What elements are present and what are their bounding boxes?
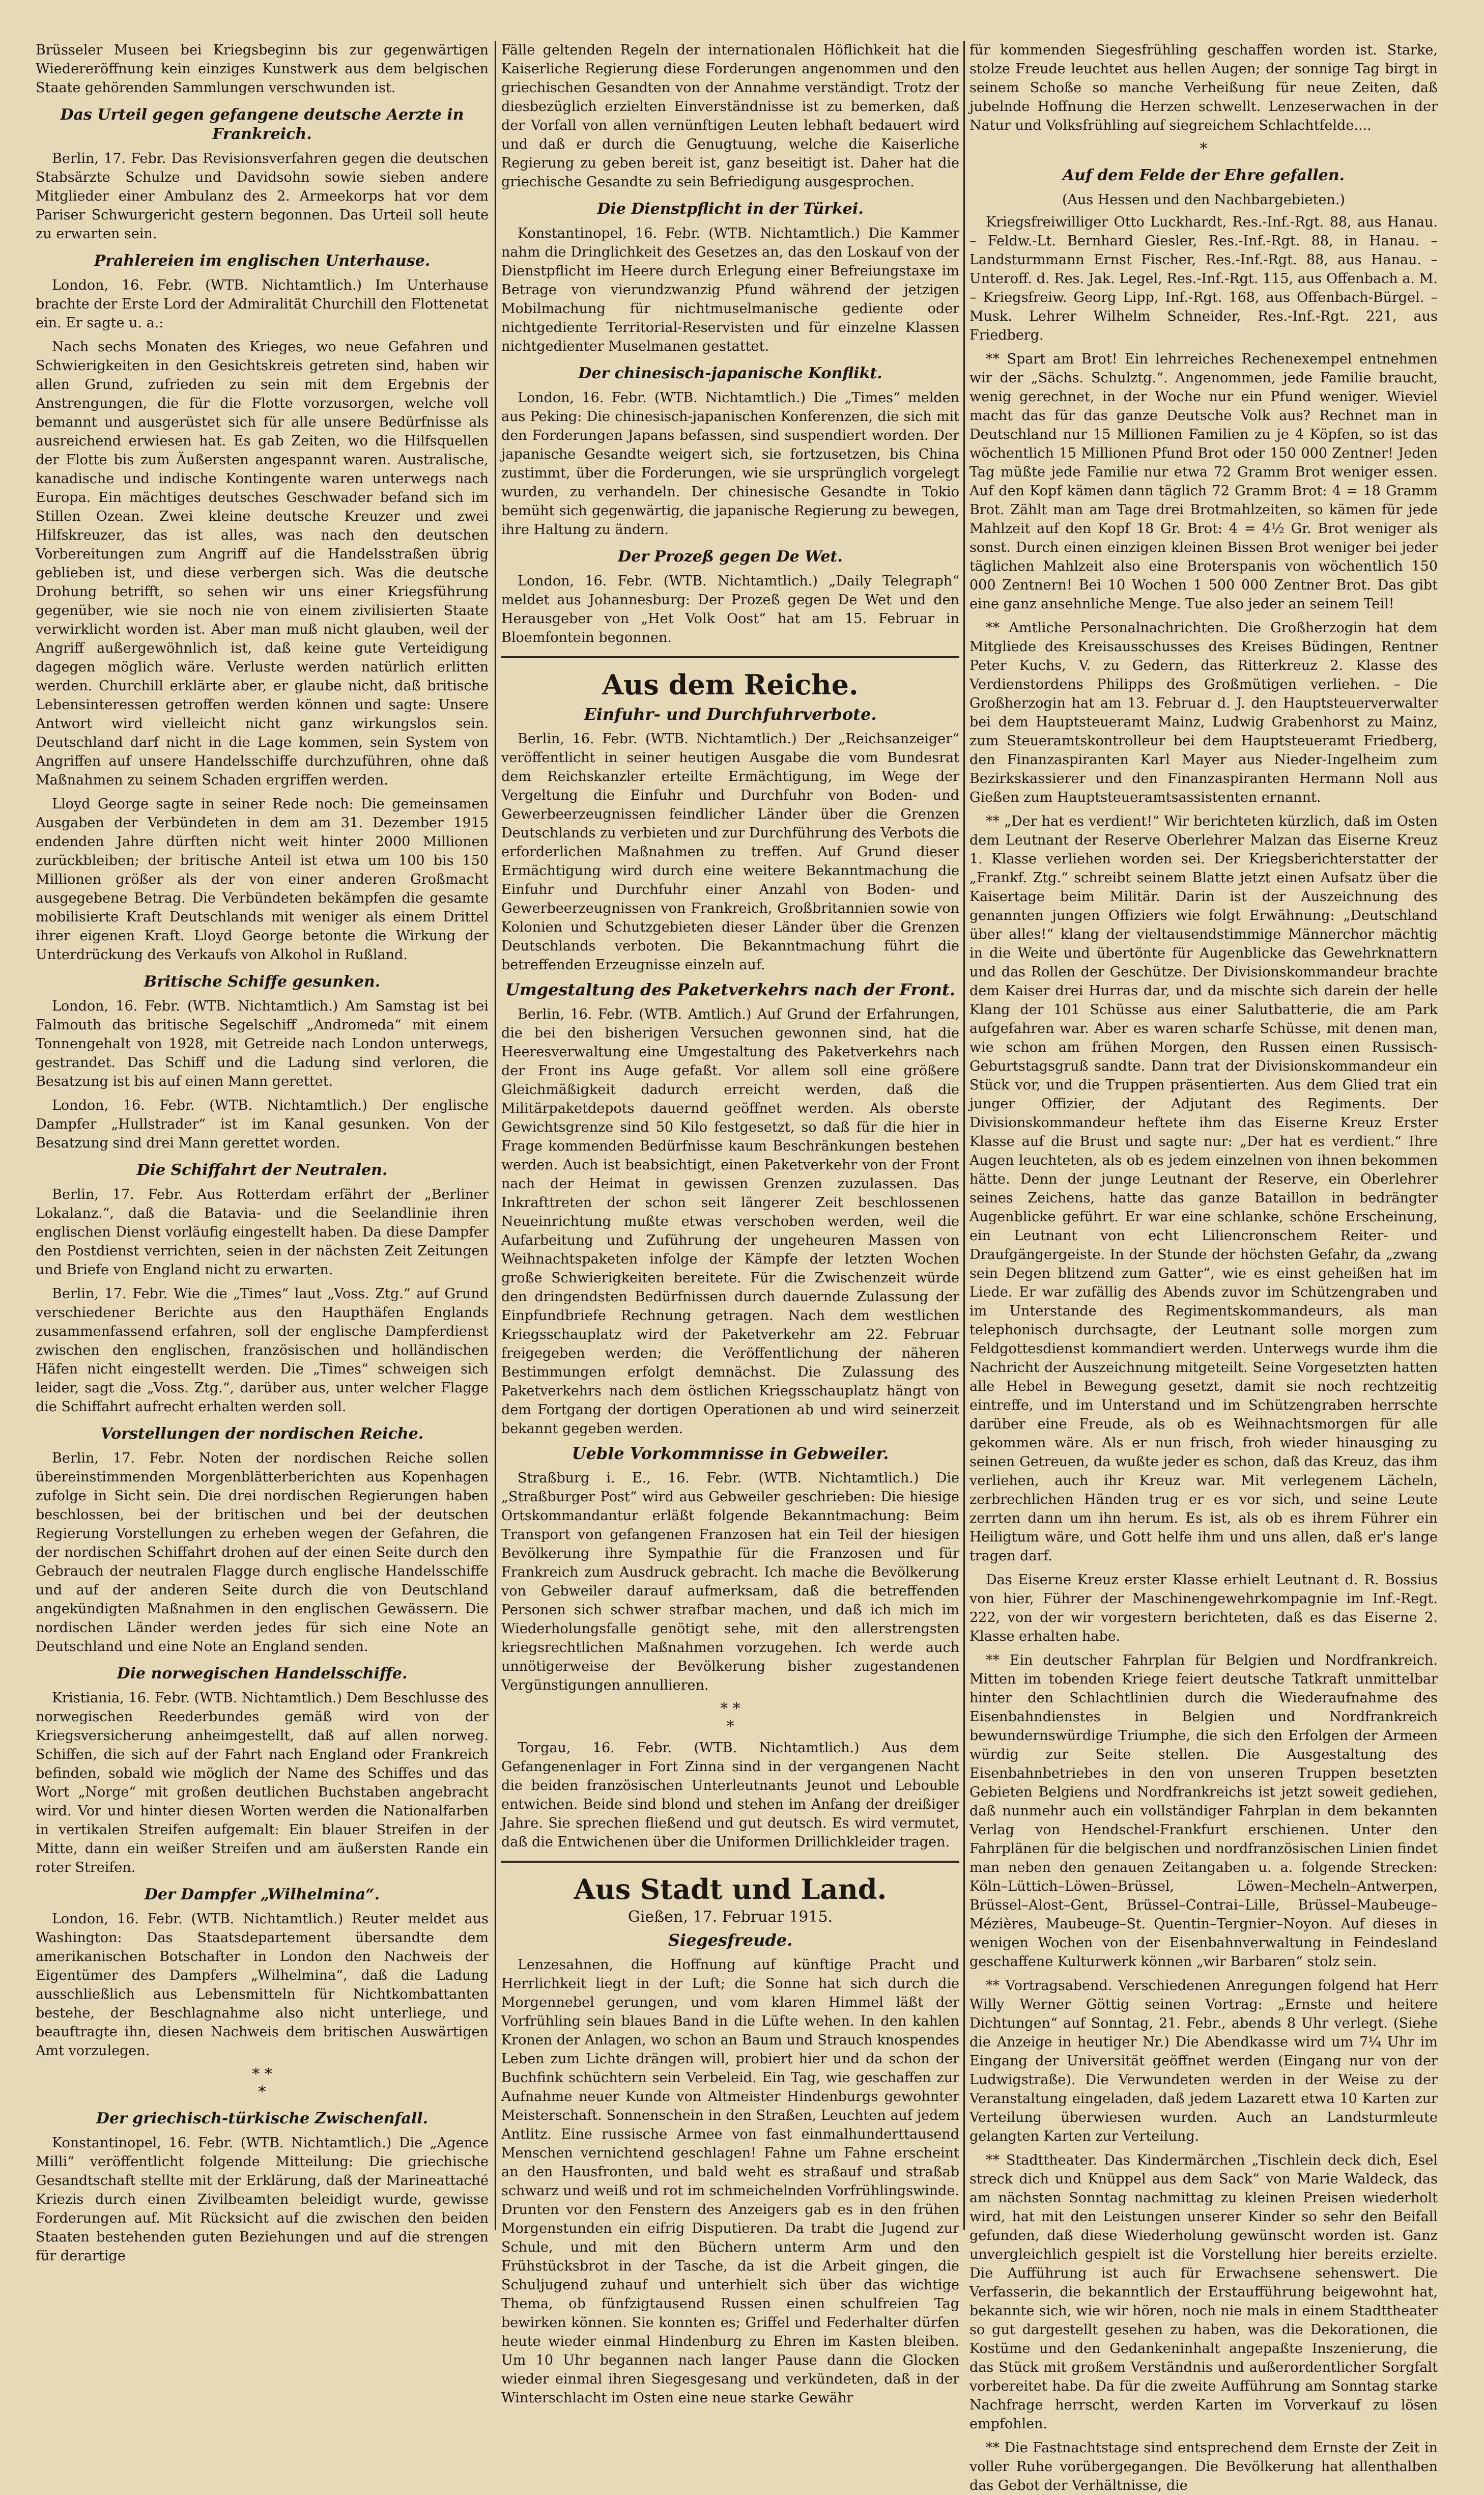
section-stars: * * * <box>252 2065 272 2101</box>
article-text: Kristiania, 16. Febr. (WTB. Nichtamtlich.) Dem Beschlusse des norwegischen Reederbundes gemäß wird von der Kriegsversicherung anheimgestellt, daß auf allen norweg. Schiffen, die sich auf der Fahrt nach England oder Frankreich befinden, sobald wie möglich der Name des Schiffes und das Wort „Norge“ mit großen deutlichen Buchstaben angebracht wird. Vor und hinter diesen Worten werden die Nationalfarben in vertikalen Streifen aufgemalt: Ein blauer Streifen in der Mitte, dann ein weißer Streifen und am äußersten Rande ein roter Streifen. <box>36 1690 489 1875</box>
headline-prahlereien: Prahlereien im englischen Unterhause. <box>94 252 431 270</box>
headline-paketverkehr: Umgestaltung des Paketverkehrs nach der Front. <box>505 980 955 999</box>
headline-ehre: Auf dem Felde der Ehre gefallen. <box>1062 166 1345 184</box>
article-text: Konstantinopel, 16. Febr. (WTB. Nichtamtlich.) Die „Agence Milli“ veröffentlicht folgende Mitteilung: Die griechische Gesandtschaft stellte mit der Erklärung, daß der Marineattaché Kriezis durch einen Zivilbeamten beleidigt wurde, gewisse Forderungen auf. Mit Rücksicht auf die zwischen den beiden Staaten bestehenden guten Beziehungen und auf die strengen für derartige <box>36 2135 489 2264</box>
section-title-stadt-land: Aus Stadt und Land. <box>574 1873 887 1905</box>
article-text: Das Eiserne Kreuz erster Klasse erhielt Leutnant d. R. Bossius von hier, Führer der Maschinengewehrkompagnie im Inf.-Regt. 222, von der wir vorgestern berichteten, daß es das Eiserne 2. Klasse erhalten habe. <box>969 1572 1438 1644</box>
article-text: Kriegsfreiwilliger Otto Luckhardt, Res.-Inf.-Rgt. 88, aus Hanau. – Feldw.-Lt. Bernhard Giesler, Res.-Inf.-Rgt. 88, in Hanau. – Landsturmmann Ernst Fischer, Res.-Inf.-Rgt. 88, aus Hanau. – Unteroff. d. Res. Jak. Legel, Res.-Inf.-Rgt. 115, aus Offenbach a. M. – Kriegsfreiw. Georg Lipp, Inf.-Rgt. 168, aus Offenbach-Bürgel. – Musk. Lehrer Wilhelm Schneider, Res.-Inf.-Rgt. 221, aus Friedberg. <box>969 214 1438 343</box>
column-1 <box>36 41 489 2264</box>
article-text: Torgau, 16. Febr. (WTB. Nichtamtlich.) Aus dem Gefangenenlager in Fort Zinna sind in der vergangenen Nacht die beiden französischen Unterleutnants Jeunot und Lebouble entwichen. Beide sind blond und stehen im Anfang der dreißiger Jahre. Sie sprechen fließend und gut deutsch. Es wird vermutet, daß die Entwichenen über die Uniformen Drillichkleider tragen. <box>501 1740 959 1850</box>
article-text: London, 16. Febr. (WTB. Nichtamtlich.) Der englische Dampfer „Hullstrader“ ist im Kanal gesunken. Von der Besatzung sind drei Mann gerettet worden. <box>36 1098 489 1151</box>
dateline: Gießen, 17. Februar 1915. <box>627 1908 833 1926</box>
section-stars: * <box>1200 140 1208 158</box>
article-text: Berlin, 16. Febr. (WTB. Nichtamtlich.) Der „Reichsanzeiger“ veröffentlicht in seiner heutigen Ausgabe die vom Bundesrat dem Reichskanzler erteilte Ermächtigung, im Wege der Vergeltung die Einfuhr und Durchfuhr von Boden- und Gewerbeerzeugnissen feindlicher Länder über die Grenzen Deutschlands zu verbieten und zur Durchführung des Verbots die erforderlichen Maßnahmen zu treffen. Auf Grund dieser Ermächtigung wird durch eine weitere Bekanntmachung die Einfuhr und Durchfuhr einer Anzahl von Boden- und Gewerbeerzeugnissen von Frankreich, Großbritannien sowie von Kolonien und Schutzgebieten dieser Länder über die Grenzen Deutschlands verboten. Die Bekanntmachung führt die betreffenden Erzeugnisse einzeln auf. <box>501 731 959 973</box>
article-text: Lloyd George sagte in seiner Rede noch: Die gemeinsamen Ausgaben der Verbündeten in dem am 31. Dezember 1915 endenden Jahre dürften nicht weit hinter 2000 Millionen zurückbleiben; der britische Anteil ist etwa um 100 bis 150 Millionen größer als der von einer anderen Großmacht ausgegebene Betrag. Die Verbündeten bekämpfen die gesamte mobilisierte Kraft Deutschlands mit weniger als einem Drittel ihrer eigenen Kraft. Lloyd George betonte die Wirkung der Unterdrückung des Verkaufs von Alkohol in Rußland. <box>36 796 489 963</box>
article-text: Nach sechs Monaten des Krieges, wo neue Gefahren und Schwierigkeiten in den Gesichtskreis getreten sind, haben wir allen Grund, zufrieden zu sein mit dem Ergebnis der Anstrengungen, die für die Flotte vorzusorgen, welche voll bemannt und ausgerüstet sich für alle unsere Bedürfnisse als ausreichend erwiesen hat. Es gab Zeiten, wo die Hilfsquellen der Flotte bis zum Äußersten angespannt waren. Australische, kanadische und indische Kontingente waren unterwegs nach Europa. Ein mächtiges deutsches Geschwader befand sich im Stillen Ozean. Zwei kleine deutsche Kreuzer und zwei Hilfskreuzer, das ist alles, was nach den deutschen Vorbereitungen zum Angriff auf die Handelsstraßen übrig geblieben ist, und diese verbergen sich. Was die deutsche Drohung betrifft, so sehen wir uns einer Kriegsführung gegenüber, wie sie noch nie von einem zivilisierten Staate verwirklicht worden ist. Aber man muß nicht glauben, weil der Angriff außergewöhnlich ist, daß keine gute Verteidigung dagegen möglich wäre. Verluste werden natürlich erlitten werden. Churchill erklärte aber, er glaube nicht, daß britische Lebensinteressen getroffen werden können und sagte: Unsere Antwort wird vielleicht nicht ganz wirkungslos sein. Deutschland darf nicht in die Lage kommen, sein System von Angriffen auf unsere Handelsschiffe durchzuführen, ohne daß Maßnahmen zu seinem Schaden ergriffen werden. <box>36 339 489 788</box>
headline-wilhelmina: Der Dampfer „Wilhelmina“. <box>144 1886 380 1903</box>
article-text: Berlin, 17. Febr. Aus Rotterdam erfährt der „Berliner Lokalanz.“, daß die Batavia- und die Seelandlinie ihren englischen Dienst vorläufig eingestellt haben. Da diese Dampfer den Postdienst verrichten, seien in der nächsten Zeit Zeitungen und Briefe von England nicht zu erwarten. <box>36 1187 489 1278</box>
headline-einfuhr: Einfuhr- und Durchfuhrverbote. <box>584 705 877 724</box>
headline-gebweiler: Ueble Vorkommnisse in Gebweiler. <box>572 1444 889 1463</box>
headline-neutralen: Die Schiffahrt der Neutralen. <box>136 1161 388 1179</box>
headline-norwegische-schiffe: Die norwegischen Handelsschiffe. <box>117 1665 408 1683</box>
column-2 <box>501 41 959 2406</box>
article-text: Fälle geltenden Regeln der internationalen Höflichkeit hat die Kaiserliche Regierung diese Forderungen angenommen und den griechischen Gesandten von der Annahme verständigt. Trotz der diesbezüglich erzielten Einverständnisse ist zu bemerken, daß der Vorfall von allen vernünftigen Leuten lebhaft bedauert wird und daß er durch die Genugtuung, welche die Kaiserliche Regierung zu geben bereit ist, ganz beseitigt ist. Daher hat die griechische Gesandte zu sein Befriedigung ausgesprochen. <box>501 42 959 190</box>
section-rule <box>501 656 959 658</box>
article-text: ** Vortragsabend. Verschiedenen Anregungen folgend hat Herr Willy Werner Göttig seinen Vortrag: „Ernste und heitere Dichtungen“ auf Sonntag, 21. Febr., abends 8 Uhr verlegt. (Siehe die Anzeige in heutiger Nr.) Die Abendkasse wird um 7¼ Uhr im Eingang der Universität geöffnet werden (Eingang nur von der Ludwigstraße). Die Verwundeten werden in der Weise zu der Veranstaltung eingeladen, daß jedem Lazarett etwa 10 Karten zur Verteilung überwiesen wurden. Auch an Landsturmleute gelangten Karten zur Verteilung. <box>969 1978 1438 2144</box>
article-text: London, 16. Febr. (WTB. Nichtamtlich.) Am Samstag ist bei Falmouth das britische Segelschiff „Andromeda“ mit einem Tonnengehalt von 1928, mit Getreide nach London unterwegs, gestrandet. Das Schiff und die Ladung sind verloren, die Besatzung ist bis auf einen Mann gerettet. <box>36 998 489 1089</box>
column-divider <box>495 41 496 2230</box>
article-text: London, 16. Febr. (WTB. Nichtamtlich.) Reuter meldet aus Washington: Das Staatsdepartement übersandte dem amerikanischen Botschafter in London den Nachweis der Eigentümer des Dampfers „Wilhelmina“, daß die Ladung ausschließlich aus Lebensmitteln für Nichtkombattanten bestehe, der Beschlagnahme also nicht unterliege, und beauftragte ihn, diesen Nachweis dem britischen Auswärtigen Amt vorzulegen. <box>36 1911 489 2059</box>
section-stars: * * * <box>720 1700 740 1735</box>
article-text: Berlin, 16. Febr. (WTB. Amtlich.) Auf Grund der Erfahrungen, die bei den bisherigen Versuchen gewonnen sind, hat die Heeresverwaltung eine Umgestaltung des Paketverkehrs nach der Front ins Auge gefaßt. Vor allem soll eine größere Gleichmäßigkeit dadurch erreicht werden, daß die Militärpaketdepots dauernd geöffnet werden. Als oberste Gewichtsgrenze sind 50 Kilo festgesetzt, so daß für die hier in Frage kommenden Bedürfnisse kaum Beschränkungen bestehen werden. Auch ist beabsichtigt, einen Paketverkehr von der Front nach der Heimat in gewissen Grenzen zuzulassen. Das Inkrafttreten der schon seit längerer Zeit beschlossenen Neueinrichtung mußte etwas verschoben werden, weil die Aufarbeitung und Zuführung der ungeheuren Massen von Weihnachtspaketen infolge der Kämpfe der letzten Wochen große Schwierigkeiten bereitete. Für die Zwischenzeit würde den dringendsten Bedürfnissen durch dauernde Zulassung der Einpfundbriefe Rechnung getragen. Nach dem westlichen Kriegsschauplatz wird der Paketverkehr am 22. Februar freigegeben werden; die Veröffentlichung der näheren Bestimmungen erfolgt demnächst. Die Zulassung des Paketverkehrs nach dem östlichen Kriegsschauplatz hängt von dem Fortgang der dortigen Operationen ab und wird seinerzeit bekannt gegeben werden. <box>501 1006 959 1437</box>
headline-nordische-reiche: Vorstellungen der nordischen Reiche. <box>100 1425 424 1443</box>
article-text: ** „Der hat es verdient!“ Wir berichteten kürzlich, daß im Osten dem Leutnant der Reserve Oberlehrer Malzan das Eiserne Kreuz 1. Klasse verliehen worden sei. Der Kriegsberichterstatter der „Frankf. Ztg.“ schreibt seinem Blatte jetzt einen Aufsatz über die Kaisertage beim Militär. Darin ist der Auszeichnung des genannten jungen Offiziers wie folgt Erwähnung: „Deutschland über alles!“ klang der vieltausendstimmige Männerchor mächtig in die Weite und übertönte für Augenblicke das Gewehrknattern und das Rollen der Geschütze. Der Divisionskommandeur brachte dem Kaiser drei Hurras dar, und da mischte sich darein der helle Klang der 101 Schüsse aus einer Salutbatterie, die am Park aufgefahren war. Aber es waren scharfe Schüsse, mit denen man, wie schon am frühen Morgen, den Russen einen Russisch-Geburtstagsgruß sandte. Dann trat der Divisionskommandeur ein Stück vor, und die Truppen präsentierten. Aus dem Glied trat ein junger Offizier, der Adjutant des Regiments. Der Divisionskommandeur heftete ihm das Eiserne Kreuz Erster Klasse auf die Brust und sagte nur: „Der hat es verdient.“ Ihre Augen leuchteten, als ob es jedem einzelnen von ihnen bekommen hätte. Denn der junge Leutnant der Reserve, ein Oberlehrer seines Zeichens, hatte das ganze Bataillon in bedrängter Augenblicke geführt. Er war eine schlanke, schöne Erscheinung, ein Leutnant von echt Liliencronschem Reiter- und Draufgängergeiste. In der Stunde der höchsten Gefahr, da „zwang sein Degen blitzend zum Gatter“, wie es einst geheißen hat im Liede. Er war zufällig des Abends zuvor im Schützengraben und im Unterstande des Regimentskommandeurs, als man telephonisch durchsagte, der Leutnant solle morgen zum Feldgottesdienst kommandiert werden. Unterwegs wurde ihm die Nachricht der Auszeichnung mitgeteilt. Seine Vorgesetzten hatten alle Hebel in Bewegung gesetzt, damit sie noch rechtzeitig eintreffe, und im Unterstand und im Schützengraben herrschte darüber eine Freude, als ob es Weihnachtsmorgen für alle gekommen wäre. Als er nun frisch, froh wieder hinausging zu seinen Getreuen, da wußte jeder es schon, daß das Kreuz, das ihm verliehen, auch ihr Kreuz war. Mit verlegenem Lächeln, zerbrechlichen Händen trug er es vor sich, und seine Leute zerrten dann um ihn herum. Es ist, als ob es ihrem Führer ein Heiligtum wäre, und Gott helfe ihm und uns allen, daß er's lange tragen darf. <box>969 814 1438 1564</box>
article-text: ** Ein deutscher Fahrplan für Belgien und Nordfrankreich. Mitten im tobenden Kriege feiert deutsche Tatkraft unmittelbar hinter den Schlachtlinien durch die Wiederaufnahme des Eisenbahndienstes in Belgien und Nordfrankreich bewundernswürdige Triumphe, die sich den Erfolgen der Armeen würdig zur Seite stellen. Die Ausgestaltung des Eisenbahnbetriebes in den von unseren Truppen besetzten Gebieten Belgiens und Nordfrankreichs ist jetzt soweit gediehen, daß nunmehr auch ein vollständiger Fahrplan in dem bekannten Verlag von Hendschel-Frankfurt erschienen. Unter den Fahrplänen für die belgischen und nordfranzösischen Linien findet man neben den genauen Zeitangaben u. a. folgende Strecken: Köln–Lüttich–Löwen–Brüssel, Löwen–Mecheln–Antwerpen, Brüssel–Alost–Gent, Brüssel–Contrai–Lille, Brüssel–Maubeuge–Mézières, Maubeuge–St. Quentin–Tergnier–Noyon. Auf dieses in wenigen Wochen von der Eisenbahnverwaltung in Feindesland geschaffene Kulturwerk können „wir Barbaren“ stolz sein. <box>969 1652 1438 1970</box>
article-text: Berlin, 17. Febr. Noten der nordischen Reiche sollen übereinstimmenden Morgenblätterberichten aus Kopenhagen zufolge in Sicht sein. Die drei nordischen Regierungen haben beschlossen, bei der britischen und bei der deutschen Regierung Vorstellungen zu erheben wegen der Gefahren, die der nordischen Schiffahrt drohen auf der einen Seite durch den Gebrauch der neutralen Flagge durch englische Handelsschiffe und auf der anderen Seite durch die von Deutschland angekündigten Maßnahmen in den englischen Gewässern. Die nordischen Länder werden jedes für sich eine Note an Deutschland und eine Note an England senden. <box>36 1450 489 1655</box>
article-text: Berlin, 17. Febr. Wie die „Times“ laut „Voss. Ztg.“ auf Grund verschiedener Berichte aus den Haupthäfen Englands zusammenfassend erfahren, soll der englische Dampferdienst zwischen den englischen, französischen und holländischen Häfen nicht eingestellt werden. Die „Times“ schweigen sich leider, sagt die „Voss. Ztg.“, darüber aus, unter welcher Flagge die Schiffahrt aufrecht erhalten werden soll. <box>36 1286 489 1415</box>
article-text: Straßburg i. E., 16. Febr. (WTB. Nichtamtlich.) Die „Straßburger Post“ wird aus Gebweiler geschrieben: Die hiesige Ortskommandantur erläßt folgende Bekanntmachung: Beim Transport von gefangenen Franzosen hat ein Teil der hiesigen Bevölkerung ihre Sympathie für die Franzosen und für Frankreich zum Ausdruck gebracht. Ich mache die Bevölkerung von Gebweiler darauf aufmerksam, daß die betreffenden Personen sich schwer strafbar machen, und daß ich mich im Wiederholungsfalle genötigt sehe, mit den allerstrengsten kriegsrechtlichen Maßnahmen vorzugehen. Ich werde auch unnötigerweise der Bevölkerung bisher zugestandenen Vergünstigungen annullieren. <box>501 1470 959 1693</box>
subheadline-ehre: (Aus Hessen und den Nachbargebieten.) <box>1062 192 1345 208</box>
article-text: Lenzesahnen, die Hoffnung auf künftige Pracht und Herrlichkeit liegt in der Luft; die Sonne hat sich durch die Morgennebel gerungen, und vom klaren Himmel läßt der Vorfrühling sein blaues Band in die Lüfte wehen. In den kahlen Kronen der Anlagen, wo schon an Baum und Strauch knospendes Leben zum Lichte drängen will, probiert hier und da schon der Buchfink schüchtern sein Verbeleid. Ein Tag, wie geschaffen zur Aufnahme neuer Kunde von Altmeister Hindenburgs gewohnter Meisterschaft. Sonnenschein in den Straßen, Leuchten auf jedem Antlitz. Eine russische Armee von fast einmalhunderttausend Menschen vernichtend geschlagen! Fahne um Fahne erscheint an den Hausfronten, und bald weht es straßauf und straßab schwarz und weiß und rot im schmeichelnden Vorfrühlingswinde. Drunten vor den Fenstern des Anzeigers gab es in den frühen Morgenstunden ein eifrig Disputieren. Da trabt die Jugend zur Schule, und mit den Büchern unterm Arm und den Frühstücksbrot in der Tasche, da ist die Arbeit gingen, die Schuljugend zuhauf und unterhielt sich über das wichtige Thema, ob fünfzigtausend Russen einen schulfreien Tag bewirken können. Sie konnten es; Griffel und Federhalter dürfen heute wieder einmal Hindenburg zu Ehren im Kasten bleiben. Um 10 Uhr begannen nach langer Pause dann die Glocken wieder einmal ihren Siegesgesang und verkündeten, daß in der Winterschlacht im Osten eine neue starke Gewähr <box>501 1957 959 2406</box>
article-text: ** Spart am Brot! Ein lehrreiches Rechenexempel entnehmen wir der „Sächs. Schulztg.“. Angenommen, jede Familie braucht, wenig gerechnet, in der Woche nur ein Pfund weniger. Wieviel macht das für das ganze Deutsche Volk aus? Rechnet man in Deutschland nur 15 Millionen Familien zu je 4 Köpfen, so ist das wöchentlich 15 Millionen Pfund Brot oder 150 000 Zentner! Jeden Tag müßte jede Familie nur etwa 72 Gramm Brot weniger essen. Auf den Kopf kämen dann täglich 72 Gramm Brot: 4 = 18 Gramm Brot. Zählt man am Tage drei Brotmahlzeiten, so kämen für jede Mahlzeit auf den Kopf 18 Gr. Brot: 4 = 4½ Gr. Brot weniger als sonst. Durch einen einzigen kleinen Bissen Brot weniger bei jeder täglichen Mahlzeit also eine Broterspanis von wöchentlich 150 000 Zentnern! Bei 10 Wochen 1 500 000 Zentner Brot. Das gibt eine ganz ansehnliche Menge. Tue also jeder an seinem Teil! <box>969 351 1438 612</box>
headline-tuerkisch: Der griechisch-türkische Zwischenfall. <box>96 2110 429 2127</box>
article-text: ** Stadttheater. Das Kindermärchen „Tischlein deck dich, Esel streck dich und Knüppel aus dem Sack“ von Marie Waldeck, das am nächsten Sonntag nachmittag zu kleinen Preisen wiederholt wird, hat mit den Leistungen unserer Kinder so sehr den Beifall gefunden, daß diese Wiederholung gewünscht worden ist. Ganz unvergleichlich gespielt ist die Vorstellung hier bereits erzielte. Die Aufführung ist auch für Erwachsene sehenswert. Die Verfasserin, die bekanntlich der Erstaufführung beigewohnt hat, bekannte sich, wie wir hören, noch nie mals in einem Stadttheater so gut dargestellt gesehen zu haben, was die Dekorationen, die Kostüme und den Gedankeninhalt angepaßte Inszenierung, die das Stück mit großem Verständnis und außerordentlicher Sorgfalt vorbereitet habe. Da für die zweite Aufführung am Sonntag starke Nachfrage herrscht, werden Karten im Vorverkauf zu lösen empfohlen. <box>969 2152 1438 2432</box>
headline-de-wet: Der Prozeß gegen De Wet. <box>618 548 843 566</box>
headline-siegesfreude: Siegesfreude. <box>668 1930 793 1950</box>
headline-schiffe: Britische Schiffe gesunken. <box>144 973 381 991</box>
section-title-reiche: Aus dem Reiche. <box>602 668 859 701</box>
article-text: London, 16. Febr. (WTB. Nichtamtlich.) Die „Times“ melden aus Peking: Die chinesisch-japanischen Konferenzen, die sich mit den Forderungen Japans befassen, sind suspendiert worden. Der japanische Gesandte weigert sich, sie fortzusetzen, bis China zustimmt, über die Forderungen, wie sie ursprünglich vorgelegt wurden, zu verhandeln. Der chinesische Gesandte in Tokio bemüht sich gegenwärtig, die japanische Regierung zu bewegen, ihre Haltung zu ändern. <box>501 390 959 538</box>
article-text: ** Amtliche Personalnachrichten. Die Großherzogin hat dem Mitgliede des Kreisausschusses des Kreises Büdingen, Rentner Peter Kuchs, V. zu Gedern, das Ritterkreuz 2. Klasse des Verdienstordens Philipps des Großmütigen verliehen. – Die Großherzogin hat am 13. Februar d. J. den Hauptsteuerverwalter bei dem Hauptsteueramt Mainz, Ludwig Grabenhorst zu Mainz, zum Steueramtskontrolleur bei dem Hauptsteueramt Friedberg, den Finanzaspiranten Karl Mayer aus Nieder-Ingelheim zum Bezirkskassierer und den Finanzaspiranten Hermann Noll aus Gießen zum Hauptsteueramtsassistenten ernannt. <box>969 620 1438 805</box>
column-3 <box>969 41 1438 2493</box>
article-text: Berlin, 17. Febr. Das Revisionsverfahren gegen die deutschen Stabsärzte Schulze und Davidsohn sowie sieben andere Mitglieder einer Ambulanz des 2. Armeekorps hat vor dem Pariser Schwurgericht gestern begonnen. Das Urteil soll heute zu erwarten sein. <box>36 151 489 242</box>
headline-china-japan: Der chinesisch-japanische Konflikt. <box>578 365 882 382</box>
section-rule <box>501 1861 959 1863</box>
article-text: Konstantinopel, 16. Febr. (WTB. Nichtamtlich.) Die Kammer nahm die Dringlichkeit des Gesetzes an, das den Loskauf von der Dienstpflicht im Heere durch Erlegung einer Befreiungstaxe im Betrage von vierundzwanzig Pfund während der jetzigen Mobilmachung für nichtmuselmanische gediente oder nichtgediente Territorial-Reservisten und für einzelne Klassen nichtgedienter Muselmanen gestattet. <box>501 226 959 354</box>
article-text: Brüsseler Museen bei Kriegsbeginn bis zur gegenwärtigen Wiedereröffnung kein einziges Kunstwerk aus dem belgischen Staate gehörenden Sammlungen verschwunden ist. <box>36 42 489 96</box>
article-text: ** Die Fastnachtstage sind entsprechend dem Ernste der Zeit in voller Ruhe vorübergegangen. Die Bevölkerung hat allenthalben das Gebot der Verhältnisse, die <box>969 2440 1438 2493</box>
headline-urteil: Das Urteil gegen gefangene deutsche Aerzte in Frankreich. <box>60 106 464 143</box>
headline-dienstpflicht: Die Dienstpflicht in der Türkei. <box>597 200 864 218</box>
article-text: London, 16. Febr. (WTB. Nichtamtlich.) Im Unterhause brachte der Erste Lord der Admiralität Churchill den Flottenetat ein. Er sagte u. a.: <box>36 277 489 331</box>
column-divider <box>963 41 965 2230</box>
article-text: London, 16. Febr. (WTB. Nichtamtlich.) „Daily Telegraph“ meldet aus Johannesburg: Der Prozeß gegen De Wet und den Herausgeber von „Het Volk Oost“ hat am 15. Februar in Bloemfontein begonnen. <box>501 573 959 646</box>
article-text: für kommenden Siegesfrühling geschaffen worden ist. Starke, stolze Freude leuchtet aus hellen Augen; der sonnige Tag birgt in seinem Schoße so manche Verheißung für neue Zeiten, daß jubelnde Hoffnung die Herzen schwellt. Lenzeserwachen in der Natur und Volksfrühling auf siegreichem Schlachtfelde.... <box>969 42 1438 133</box>
